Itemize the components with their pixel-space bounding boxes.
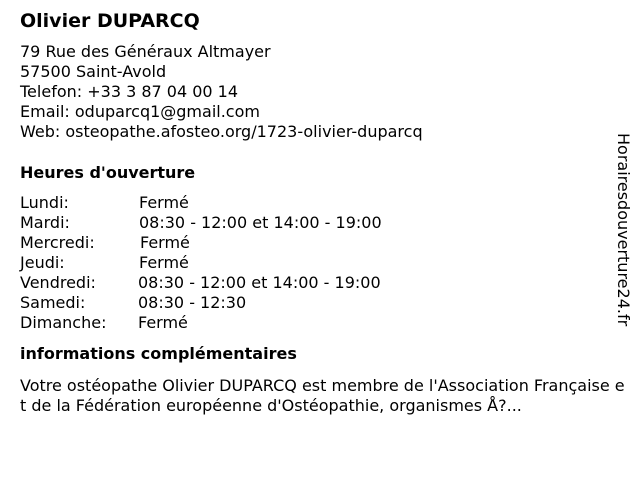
day-hours: Fermé (140, 233, 190, 252)
day-label: Dimanche: (20, 313, 107, 332)
day-hours: Fermé (139, 193, 189, 212)
address-city: 57500 Saint-Avold (20, 62, 167, 81)
hours-row-dimanche (20, 313, 620, 333)
hours-list (20, 193, 620, 333)
day-hours: 08:30 - 12:00 et 14:00 - 19:00 (138, 273, 381, 292)
hours-row-lundi (20, 193, 620, 213)
site-watermark (614, 133, 632, 343)
phone-line: Telefon: +33 3 87 04 00 14 (20, 82, 239, 101)
day-label: Mercredi: (20, 233, 95, 252)
day-label: Vendredi: (20, 273, 96, 292)
business-name: Olivier DUPARCQ (20, 10, 200, 32)
day-hours: 08:30 - 12:00 et 14:00 - 19:00 (139, 213, 382, 232)
day-label: Samedi: (20, 293, 86, 312)
day-hours: Fermé (138, 313, 188, 332)
address-street: 79 Rue des Généraux Altmayer (20, 42, 271, 61)
hours-heading: Heures d'ouverture (20, 163, 196, 182)
web-line: Web: osteopathe.afosteo.org/1723-olivier-duparcq (20, 122, 423, 141)
hours-row-samedi (20, 293, 620, 313)
email-line: Email: oduparcq1@gmail.com (20, 102, 260, 121)
day-hours: 08:30 - 12:30 (138, 293, 247, 312)
hours-row-jeudi (20, 253, 620, 273)
site-watermark-text: Horairesdouverture24.fr (614, 133, 633, 327)
info-description: Votre ostéopathe Olivier DUPARCQ est membre de l'Association Française et de la Fédération européenne d'Ostéopathie, organismes Å?... (20, 376, 625, 415)
hours-row-vendredi (20, 273, 620, 293)
day-label: Lundi: (20, 193, 69, 212)
day-label: Mardi: (20, 213, 70, 232)
info-heading: informations complémentaires (20, 344, 297, 363)
hours-row-mercredi (20, 233, 620, 253)
hours-row-mardi (20, 213, 620, 233)
day-hours: Fermé (139, 253, 189, 272)
day-label: Jeudi: (20, 253, 65, 272)
